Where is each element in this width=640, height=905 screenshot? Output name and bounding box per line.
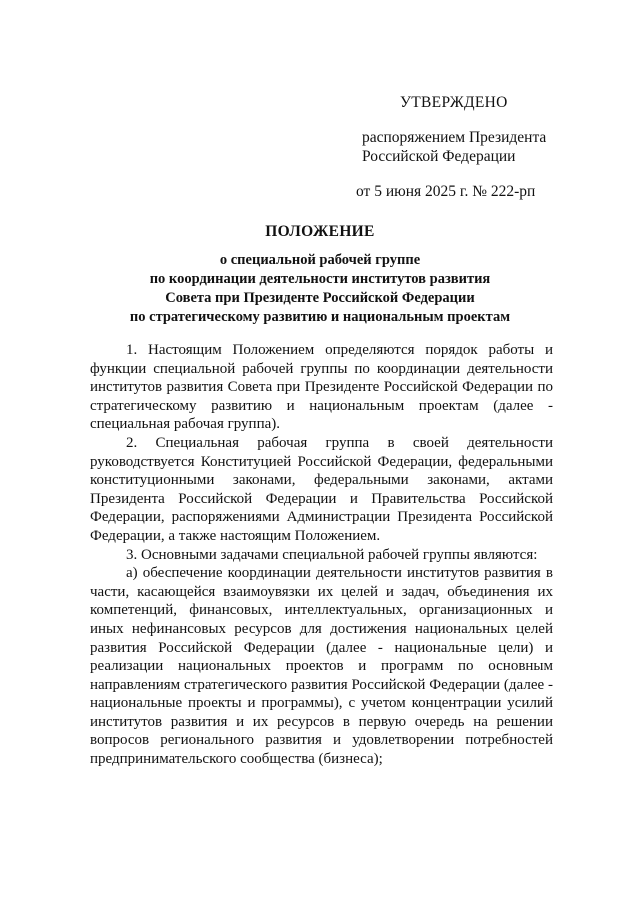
approval-line: Российской Федерации (362, 148, 516, 165)
approval-line: распоряжением Президента (362, 129, 547, 146)
document-body (90, 341, 553, 769)
approval-stamp: УТВЕРЖДЕНО (400, 94, 508, 111)
approval-block (356, 93, 606, 201)
paragraph: 1. Настоящим Положением определяются порядок работы и функции специальной рабочей группы по координации деятельности институтов развития Совета при Президенте Российской Федерации по стратегическому развитию и национальным проектам (далее - специальная рабочая группа). (90, 342, 553, 433)
paragraph: 3. Основными задачами специальной рабочей группы являются: (126, 546, 538, 563)
document-title: ПОЛОЖЕНИЕ (265, 223, 375, 240)
paragraph: а) обеспечение координации деятельности институтов развития в части, касающейся взаимоувязки их целей и задач, объединения их компетенций, финансовых, интеллектуальных, организационных и иных нефинансовых ресурсов для достижения национальных целей развития Российской Федерации (далее - национальные цели) и реализации национальных проектов и программ по основным направлениям стратегического развития Российской Федерации (далее - национальные проекты и программы), с учетом концентрации усилий институтов развития и их ресурсов в первую очередь на решении вопросов регионального развития и удовлетворении потребностей предпринимательского сообщества (бизнеса); (90, 565, 553, 768)
document-subtitle-line: по стратегическому развитию и национальным проектам (129, 309, 511, 325)
document-subtitle-line: о специальной рабочей группе (219, 252, 421, 268)
document-subtitle-line: по координации деятельности институтов развития (149, 271, 491, 287)
document-subtitle-line: Совета при Президенте Российской Федерации (165, 290, 475, 306)
paragraph: 2. Специальная рабочая группа в своей деятельности руководствуется Конституцией Российской Федерации, федеральными конституционными законами, федеральными законами, актами Президента Российской Федерации и Правительства Российской Федерации, распоряжениями Администрации Президента Российской Федерации, а также настоящим Положением. (90, 434, 553, 544)
document-title-block (0, 222, 640, 327)
approval-date: от 5 июня 2025 г. № 222-рп (356, 183, 536, 200)
